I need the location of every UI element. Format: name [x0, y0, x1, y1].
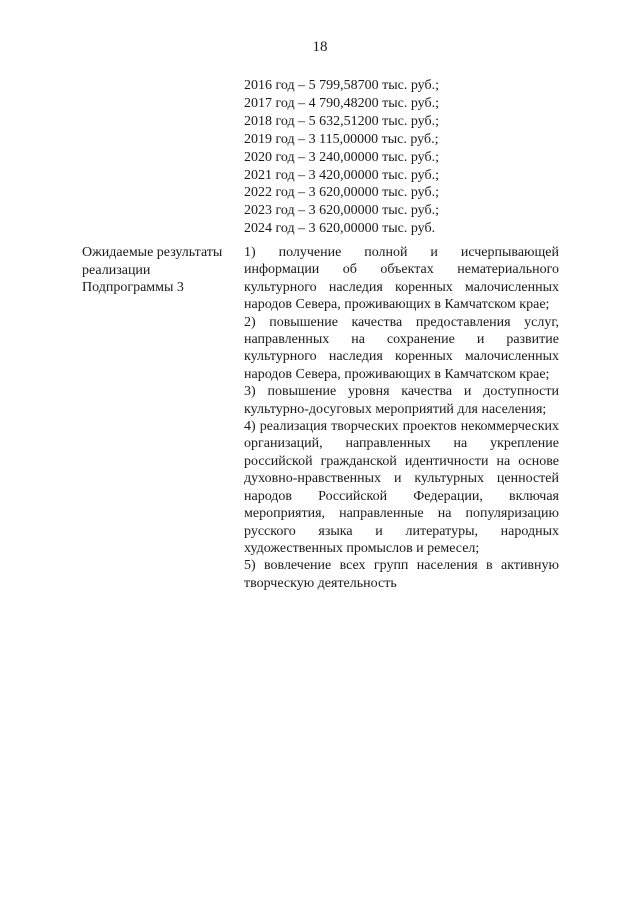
funding-line: 2020 год – 3 240,00000 тыс. руб.; — [244, 149, 439, 165]
expected-results-label — [82, 244, 242, 297]
label-line: Ожидаемые результаты — [82, 245, 223, 260]
result-item: 4) реализация творческих проектов некоммерческих организаций, направленных на укрепление российской гражданской идентичности на основе духовно-нравственных и культурных ценностей народов Российской Федерации, включая мероприятия, направленные на популяризацию русского языка и литературы, народных художественных промыслов и ремесел; — [244, 419, 559, 556]
label-line: реализации — [82, 262, 151, 278]
funding-line: 2019 год – 3 115,00000 тыс. руб.; — [244, 131, 439, 147]
result-item: 1) получение полной и исчерпывающей информации об объектах нематериального культурного наследия коренных малочисленных народов Севера, проживающих в Камчатском крае; — [244, 245, 559, 313]
funding-line: 2024 год – 3 620,00000 тыс. руб. — [244, 221, 436, 237]
result-item: 5) вовлечение всех групп населения в активную творческую деятельность — [244, 558, 559, 591]
funding-line: 2022 год – 3 620,00000 тыс. руб.; — [244, 185, 439, 201]
funding-line: 2023 год – 3 620,00000 тыс. руб.; — [244, 203, 439, 219]
result-item: 2) повышение качества предоставления услуг, направленных на сохранение и развитие культурного наследия коренных малочисленных народов Севера, проживающих в Камчатском крае; — [244, 314, 559, 382]
expected-results-list — [244, 244, 559, 592]
funding-line: 2017 год – 4 790,48200 тыс. руб.; — [244, 95, 439, 111]
funding-line: 2021 год – 3 420,00000 тыс. руб.; — [244, 167, 439, 183]
funding-by-year-list — [244, 77, 560, 238]
result-item: 3) повышение уровня качества и доступности культурно-досуговых мероприятий для населения; — [244, 384, 559, 417]
label-line: Подпрограммы 3 — [82, 280, 184, 296]
page-number: 18 — [312, 39, 328, 55]
funding-line: 2018 год – 5 632,51200 тыс. руб.; — [244, 113, 439, 129]
funding-line: 2016 год – 5 799,58700 тыс. руб.; — [244, 78, 439, 93]
